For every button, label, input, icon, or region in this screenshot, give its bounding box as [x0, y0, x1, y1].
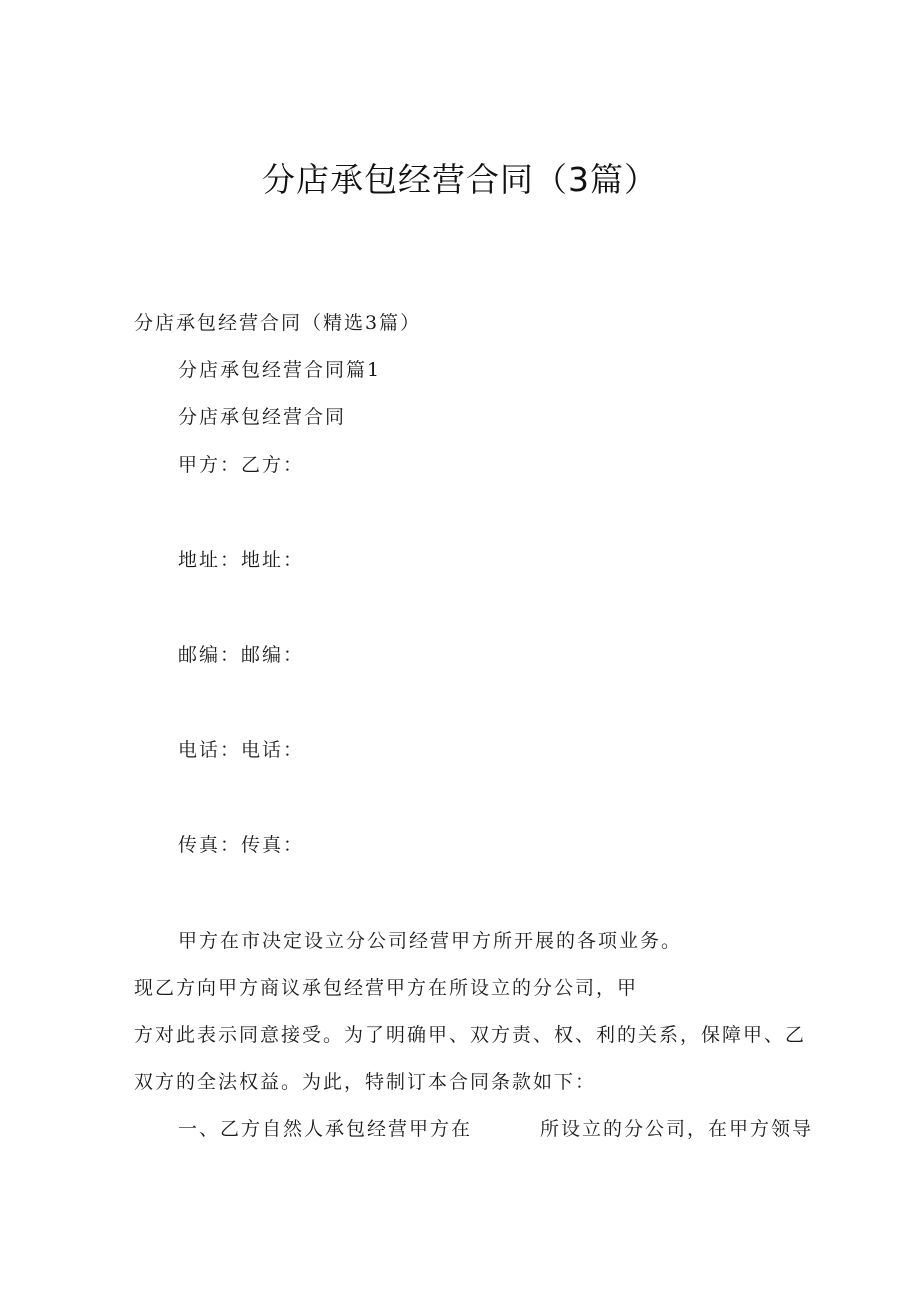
phone-field-line: 电话：电话：: [178, 739, 305, 761]
contract-heading: 分店承包经营合同: [178, 406, 347, 428]
fax-field-line: 传真：传真：: [178, 834, 305, 856]
document-subtitle: 分店承包经营合同（精选3篇）: [134, 312, 422, 334]
body-paragraph-line: 甲方在市决定设立分公司经营甲方所开展的各项业务。: [178, 930, 683, 952]
address-field-line: 地址：地址：: [178, 549, 305, 571]
clause-1-text-before: 一、乙方自然人承包经营甲方在: [178, 1118, 473, 1140]
postcode-field-line: 邮编：邮编：: [178, 644, 305, 666]
party-field-line: 甲方：乙方：: [178, 454, 305, 476]
clause-1-text-after: 所设立的分公司，在甲方领导: [540, 1118, 814, 1140]
section-heading: 分店承包经营合同篇1: [178, 359, 382, 381]
body-paragraph-line: 现乙方向甲方商议承包经营甲方在所设立的分公司，甲: [134, 977, 639, 999]
body-paragraph-line: 双方的全法权益。为此，特制订本合同条款如下：: [134, 1071, 597, 1093]
body-paragraph-line: 方对此表示同意接受。为了明确甲、双方责、权、利的关系，保障甲、乙: [134, 1024, 807, 1046]
clause-1-line: [178, 1116, 813, 1142]
document-title: 分店承包经营合同（3篇）: [262, 160, 658, 199]
